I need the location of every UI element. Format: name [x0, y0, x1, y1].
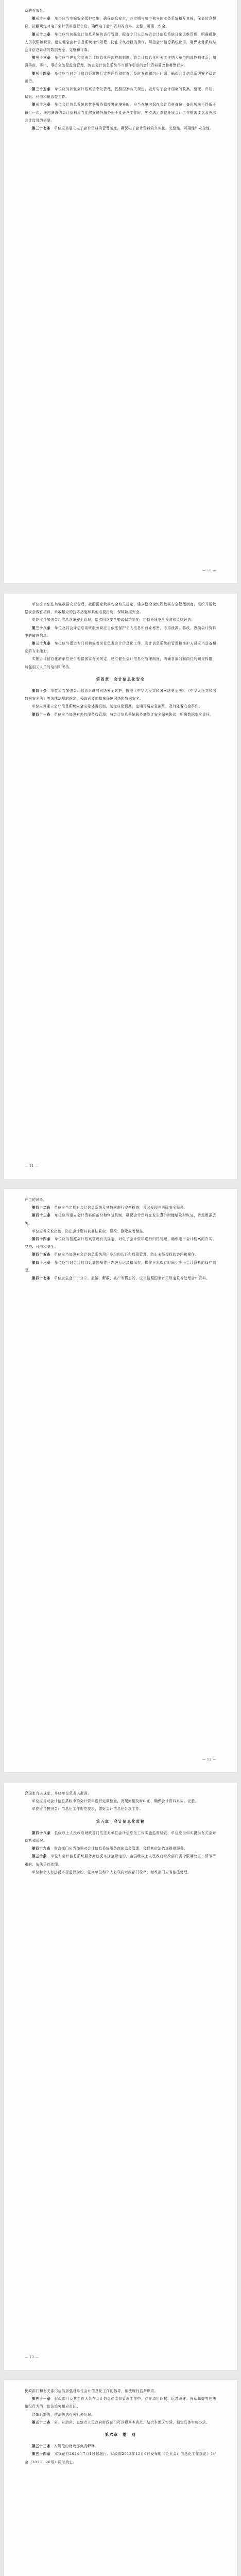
article-paragraph	[25, 703, 216, 710]
article-text: 单位应当指定专门机构或者岗位负责会计信息化工作，会计信息系统的管理和维护人员应当具备相应的专业能力。	[25, 641, 216, 654]
article-text: 民政部门和有关部门应当加强对单位会计信息化工作的指导，依法履行监督职责。	[25, 2389, 158, 2393]
article-number: 第三十七条	[32, 126, 50, 131]
article-paragraph	[25, 1196, 216, 1204]
article-number: 第四十六条	[32, 1260, 51, 1265]
article-text: 单位及其会计信息系统服务商应当依法保护个人信息和商业秘密，不得泄露、篡改、毁损会计资料中的敏感信息。	[25, 625, 216, 638]
article-text: 省、自治区、直辖市人民政府财政部门可以根据本规范，结合本地区实际，制定具体实施办法。	[54, 2420, 210, 2425]
article-number: 第三十三条	[32, 56, 51, 60]
article-paragraph	[25, 101, 216, 125]
article-paragraph	[25, 711, 216, 719]
document-page-3	[4, 1189, 237, 1772]
article-paragraph	[25, 31, 216, 55]
article-number: 第五十二条	[32, 2420, 50, 2425]
article-text: 单位应当对会计信息系统中的会计资料进行定期检查，发现问题及时纠正，确保会计资料真实、完整。	[32, 1799, 199, 1804]
article-paragraph	[25, 2395, 216, 2411]
article-number: 第三十九条	[32, 641, 51, 646]
article-text: 合国家有关规定，并经单位负责人批准。	[25, 1791, 92, 1795]
article-paragraph	[25, 1829, 216, 1845]
article-paragraph	[25, 1853, 216, 1868]
page-body	[25, 2387, 216, 2466]
article-paragraph	[25, 15, 216, 30]
article-text: 产生的风险。	[25, 1198, 47, 1202]
chapter-heading: 第四章 会计信息化安全	[96, 676, 145, 682]
article-paragraph	[25, 1790, 216, 1798]
document-page-2	[4, 594, 237, 1179]
article-paragraph	[25, 1869, 216, 1876]
article-paragraph	[25, 1798, 216, 1805]
article-text: 财政部门应当加强对会计信息系统服务商的监督管理，督促其依法依规提供服务。	[54, 1846, 188, 1851]
article-text: 单位会计信息系统的数据服务器部署在境外的，应当在境内保存会计资料备份，备份频率不得低于每月一次。境内备份的会计资料应当能够在境外服务器不能正常工作时，独立满足单位开展会计工作的需要以及外部会计监督的需要。	[25, 103, 216, 123]
article-paragraph	[25, 1212, 216, 1227]
article-paragraph	[25, 640, 216, 655]
article-paragraph	[25, 1259, 216, 1275]
article-text: 单位应当按照会计信息化工作规范要求，做好会计信息化各项工作。	[32, 1807, 143, 1811]
article-number: 第四十二条	[32, 1206, 50, 1210]
chapter-heading: 第五章 会计信息化监督	[96, 1819, 145, 1824]
article-text: 单位应当建立会计资料的备份和恢复机制，确保会计资料在发生意外时能够及时恢复，防范数据丢失。	[25, 1213, 216, 1226]
page-number: — 12 —	[202, 1758, 216, 1761]
article-text: 单位和个人有违反本规范行为的，任何单位和个人有权向财政部门检举，财政部门应当依法处理。	[32, 1870, 192, 1874]
article-number: 第五十条	[32, 1854, 47, 1859]
article-paragraph	[25, 655, 216, 671]
article-number: 第五十三条	[32, 2444, 50, 2449]
article-paragraph	[25, 2450, 216, 2466]
page-body	[25, 1790, 216, 1876]
article-paragraph	[25, 1228, 216, 1235]
page-number: — 10 —	[202, 569, 216, 572]
page-number: — 13 —	[25, 2355, 39, 2359]
article-number: 第四十一条	[32, 712, 50, 717]
article-paragraph	[25, 1251, 216, 1259]
article-paragraph	[25, 1845, 216, 1853]
article-text: 单位应当依法加强数据安全管理，按照国家数据安全有关规定，建立健全全流程数据安全管理制度，组织开展数据安全教育培训，采取相应的技术措施和其他必要措施，保障数据安全。	[25, 602, 216, 615]
article-number: 第五十四条	[32, 2452, 51, 2456]
article-text: 单位应当对会计信息系统进行定期评价和审查，及时发现和纠正问题，确保会计信息系统安全稳定运行。	[25, 71, 216, 83]
article-text: 单位应当建立和完善会计信息化内部控制制度，将会计信息化相关工作纳入单位内部控制体系，加强事前、事中、事后全流程监督管理，防止会计信息系统不当操作引发的会计资料篡改和舞弊行为。	[25, 56, 216, 68]
article-text: 涉嫌犯罪的，依法移送有关机关处理。	[32, 2412, 95, 2417]
document-page-1	[4, 0, 237, 583]
article-number: 第三十二条	[32, 32, 51, 37]
article-text: 单位应当建立电子会计资料的管理制度，确保电子会计资料的真实性、完整性、可用性和安全性。	[54, 126, 214, 131]
article-paragraph	[25, 2411, 216, 2419]
article-text: 单位应当对会计信息系统的操作日志进行记录和保存，操作日志保存时间不少于会计资料的保存期限。	[25, 1260, 216, 1273]
article-text: 单位应当加强会计信息系统的网络安全防护，按照《中华人民共和国网络安全法》、《中华人民共和国数据安全法》等法律法规的规定，采取必要的措施保障网络和数据安全。	[25, 689, 216, 701]
article-text: 单位应当加强对会计信息系统用户身份的认证和权限管理，防止未经授权的访问和操作。	[54, 1252, 199, 1257]
article-paragraph	[25, 70, 216, 86]
article-text: 单位应当加强会计信息系统安全管理，落实网络安全等级保护制度，定期开展安全检测和风险评估。	[32, 618, 195, 622]
article-text: 本规范自2024年7月1日起施行。财政部2013年12月6日发布的《企业会计信息化工作规范》（财会〔2013〕20号）同时废止。	[25, 2452, 216, 2464]
article-text: 动的有效性。	[25, 9, 47, 13]
page-body	[25, 1196, 216, 1282]
article-number: 第四十三条	[32, 1213, 51, 1218]
article-paragraph	[25, 86, 216, 101]
article-number: 第三十八条	[32, 625, 51, 630]
article-text: 单位应当建立会计信息系统安全应急处置机制，制定应急预案，定期开展应急演练，及时处置安全事件。	[32, 704, 202, 709]
article-number: 第三十四条	[32, 71, 51, 76]
article-paragraph	[25, 687, 216, 703]
document-page-4	[4, 1783, 237, 2370]
document-page-5	[4, 2380, 237, 2576]
article-paragraph	[25, 1805, 216, 1813]
article-paragraph	[25, 2387, 216, 2395]
article-paragraph	[25, 1204, 216, 1212]
article-paragraph	[25, 1235, 216, 1251]
article-number: 第四十五条	[32, 1252, 50, 1257]
article-text: 单位和会计信息系统服务商违反本规范规定的，由县级以上人民政府财政部门责令限期改正；情节严重的，依法予以处理。	[25, 1854, 216, 1867]
article-paragraph	[25, 601, 216, 616]
article-paragraph	[25, 624, 216, 640]
article-paragraph	[25, 2443, 216, 2450]
article-text: 单位应当定期对会计信息系统及其数据进行安全检查，及时发现并消除安全隐患。	[54, 1206, 188, 1210]
article-number: 第四十条	[32, 689, 47, 693]
article-text: 单位应当实施安全保护措施，确保信息安全，并定期与每个独立的业务系统相互复核，保证信息相符，按照规定对电子会计资料进行备份，确保电子会计资料的真实、完整、可用、安全。	[25, 16, 216, 29]
article-number: 第四十九条	[32, 1846, 50, 1851]
page-body	[25, 601, 216, 719]
article-number: 第三十一条	[32, 16, 51, 21]
article-text: 实施会计信息化的单位应当根据国家有关规定，建立健全会计信息化管理制度，明确各部门和岗位的职责权限，加强相关人员的培训和考核。	[25, 657, 216, 669]
article-text: 本规范由财政部负责解释。	[54, 2444, 99, 2449]
article-paragraph	[25, 1275, 216, 1282]
article-text: 单位应当加强会计信息系统的运行管理，配备专门人员负责会计信息系统日常运维管理，明确操作人员权限和职责，建立健全会计信息系统操作规程，防止未经授权的操作，规范会计信息系统应用，确保业务系统与会计信息系统的数据安全、完整和可靠。	[25, 32, 216, 53]
article-paragraph	[25, 2419, 216, 2427]
article-number: 第四十八条	[32, 1831, 51, 1835]
article-paragraph	[25, 54, 216, 70]
article-text: 财政部门及其工作人员在会计信息化监督管理工作中，存在滥用职权、玩忽职守、徇私舞弊等违法违纪行为的，依法追究相应责任。	[25, 2397, 216, 2409]
chapter-heading: 第六章 附 则	[105, 2432, 136, 2437]
page-number: — 11 —	[25, 1164, 39, 1168]
article-number: 第五十一条	[32, 2397, 51, 2401]
article-number: 第三十六条	[32, 103, 51, 107]
article-number: 第三十五条	[32, 87, 51, 92]
article-text: 单位应当按照会计档案管理有关规定，对电子会计资料进行归档管理，确保电子会计档案的真实、完整、可用和安全。	[25, 1237, 216, 1249]
article-number: 第四十七条	[32, 1276, 50, 1281]
article-number: 第四十四条	[32, 1237, 51, 1242]
article-text: 单位发生合并、分立、撤销、解散、破产等情形的，应当按照国家有关规定妥善处理会计资料。	[54, 1276, 210, 1281]
article-text: 县级以上人民政府财政部门依法对单位会计信息化工作实施监督检查，单位应当如实提供有关会计资料和情况。	[25, 1831, 216, 1843]
page-body	[25, 7, 216, 132]
article-paragraph	[25, 7, 216, 15]
article-text: 单位应当加强会计档案信息化管理，按照国家有关规定，做好电子会计档案的收集、整理、归档、保管、利用和销毁等工作。	[25, 87, 216, 99]
article-paragraph	[25, 616, 216, 624]
article-text: 单位应当加强对外包服务的管理，与会计信息系统服务商签订安全保密协议，明确数据安全责任。	[54, 712, 214, 717]
article-paragraph	[25, 125, 216, 132]
article-text: 单位应当采取措施，防止会计资料被非法获取、篡改、删除或者泄露。	[32, 1229, 147, 1233]
